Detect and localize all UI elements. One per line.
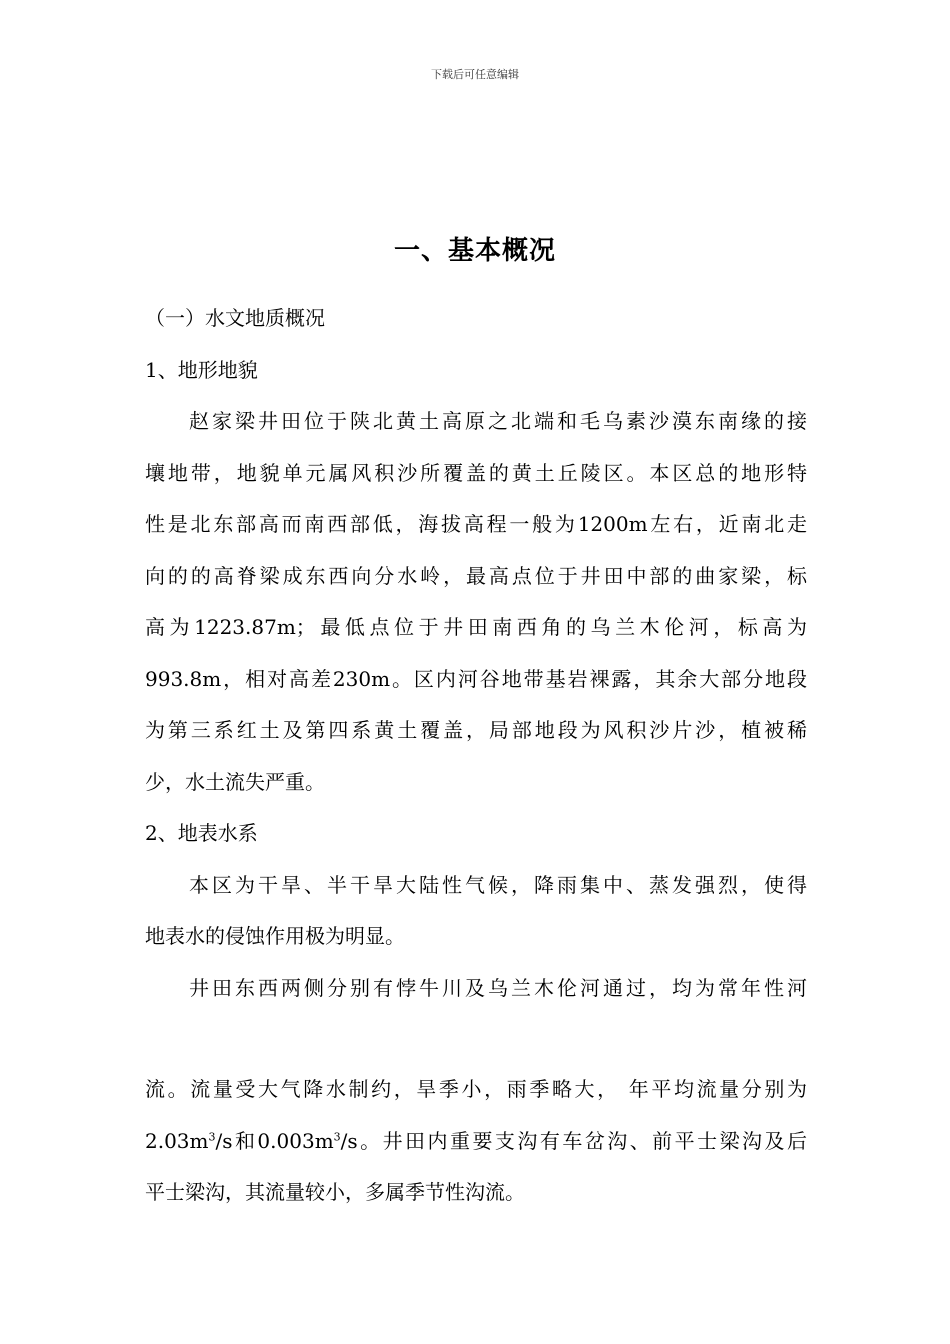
paragraph-line: 向的的高脊梁成东西向分水岭，最高点位于井田中部的曲家梁，标 [145,563,807,588]
document-body [145,300,807,1226]
paragraph-line: 少，水土流失严重。 [145,769,325,794]
page-header-note: 下载后可任意编辑 [431,68,519,81]
page-title: 一、基本概况 [393,236,556,266]
section-heading: （一）水文地质概况 [145,306,325,330]
paragraph-line: 流。流量受大气降水制约，旱季小，雨季略大， 年平均流量分别为 [145,1077,807,1101]
flow-rate-text: /s。井田内重要支沟有车岔沟、前平士梁沟及后 [340,1128,807,1153]
flow-rate-text: 2.03m [145,1128,209,1153]
paragraph-gap [145,1021,807,1071]
superscript: 3 [208,1129,216,1143]
paragraph-line: 平士梁沟，其流量较小，多属季节性沟流。 [145,1180,525,1204]
paragraph-line-flow-rates [145,1123,807,1175]
paragraph-line: 993.8m，相对高差230m。区内河谷地带基岩裸露，其余大部分地段 [145,666,807,691]
flow-rate-text: /s和0.003m [215,1128,334,1153]
paragraph-line: 性是北东部高而南西部低，海拔高程一般为1200m左右，近南北走 [145,512,807,536]
superscript: 3 [333,1129,341,1143]
paragraph-line: 为第三系红土及第四系黄土覆盖，局部地段为风积沙片沙，植被稀 [145,718,807,742]
subsection-heading-terrain: 1、地形地貌 [145,357,258,382]
paragraph-line: 高为1223.87m；最低点位于井田南西角的乌兰木伦河，标高为 [145,615,807,639]
paragraph-line: 井田东西两侧分别有悖牛川及乌兰木伦河通过，均为常年性河 [189,975,807,1000]
subsection-heading-surface-water: 2、地表水系 [145,821,258,845]
paragraph-line: 本区为干旱、半干旱大陆性气候，降雨集中、蒸发强烈，使得 [189,872,807,897]
paragraph-line: 地表水的侵蚀作用极为明显。 [145,924,405,948]
paragraph-line: 壤地带，地貌单元属风积沙所覆盖的黄土丘陵区。本区总的地形特 [145,460,807,485]
paragraph-line: 赵家梁井田位于陕北黄土高原之北端和毛乌素沙漠东南缘的接 [189,409,807,433]
